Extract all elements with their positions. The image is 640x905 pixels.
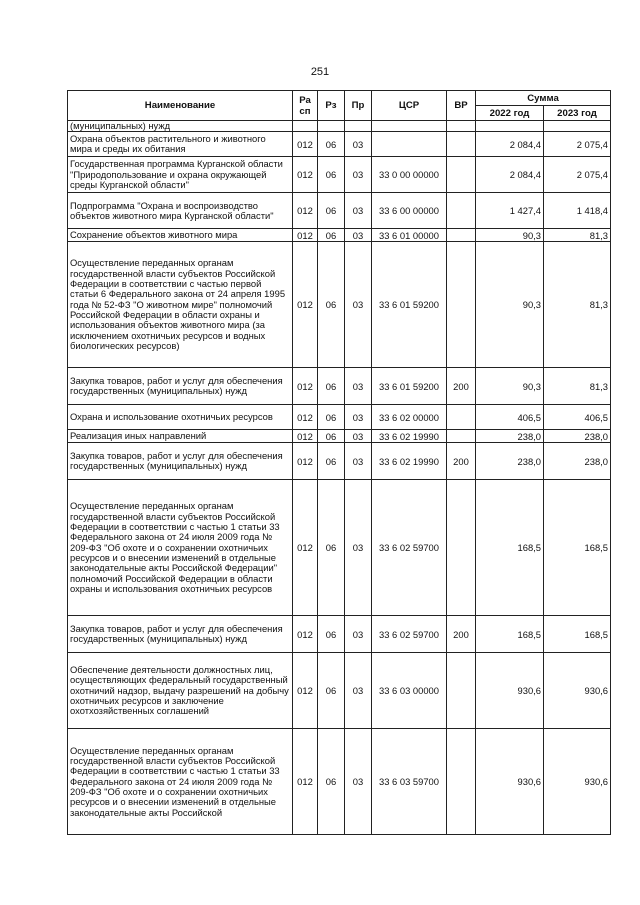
row-rz: 06 <box>318 430 345 443</box>
row-csr <box>372 121 447 132</box>
row-sum-2022: 168,5 <box>476 616 544 653</box>
row-vr <box>447 193 476 229</box>
header-pr: Пр <box>345 91 372 121</box>
row-vr <box>447 229 476 242</box>
row-rz: 06 <box>318 157 345 193</box>
row-csr: 33 6 02 59700 <box>372 616 447 653</box>
row-pr: 03 <box>345 368 372 405</box>
page-number: 251 <box>310 66 330 78</box>
header-csr: ЦСР <box>372 91 447 121</box>
row-pr <box>345 121 372 132</box>
row-rasp: 012 <box>293 653 318 729</box>
row-vr <box>447 480 476 616</box>
row-pr: 03 <box>345 242 372 368</box>
row-name: (муниципальных) нужд <box>68 121 293 132</box>
row-pr: 03 <box>345 616 372 653</box>
row-sum-2023: 2 075,4 <box>544 132 611 157</box>
table-row <box>68 121 611 132</box>
header-year-2023: 2023 год <box>544 106 611 121</box>
row-sum-2022: 238,0 <box>476 430 544 443</box>
row-sum-2022: 1 427,4 <box>476 193 544 229</box>
row-csr: 33 6 02 19990 <box>372 443 447 480</box>
row-pr: 03 <box>345 157 372 193</box>
header-sum: Сумма <box>476 91 611 106</box>
row-name: Осуществление переданных органам государственной власти субъектов Российской Федерации в соответствии с частью 1 статьи 33 Федерального закона от 24 июля 2009 года № 209-ФЗ "Об охоте и о сохранении охотничьих ресурсов и о внесении изменений в отдельные законодательные акты Российской Федерации" полномочий Российской Федерации в области охраны и использования охотничьих ресурсов <box>68 480 293 616</box>
row-sum-2023: 2 075,4 <box>544 157 611 193</box>
row-rz: 06 <box>318 729 345 835</box>
row-sum-2022 <box>476 121 544 132</box>
row-rz: 06 <box>318 653 345 729</box>
row-sum-2023: 81,3 <box>544 242 611 368</box>
row-csr: 33 6 00 00000 <box>372 193 447 229</box>
header-name: Наименование <box>68 91 293 121</box>
row-sum-2022: 168,5 <box>476 480 544 616</box>
row-csr: 33 6 03 00000 <box>372 653 447 729</box>
row-sum-2023: 81,3 <box>544 368 611 405</box>
row-name: Государственная программа Курганской области "Природопользование и охрана окружающей среды Курганской области" <box>68 157 293 193</box>
row-sum-2023: 1 418,4 <box>544 193 611 229</box>
table-row <box>68 430 611 443</box>
row-vr: 200 <box>447 616 476 653</box>
row-name: Сохранение объектов животного мира <box>68 229 293 242</box>
table-row <box>68 132 611 157</box>
table-row <box>68 616 611 653</box>
row-sum-2023: 168,5 <box>544 480 611 616</box>
row-vr <box>447 405 476 430</box>
row-sum-2023: 406,5 <box>544 405 611 430</box>
row-rz: 06 <box>318 443 345 480</box>
row-vr: 200 <box>447 443 476 480</box>
row-rz: 06 <box>318 616 345 653</box>
row-vr <box>447 729 476 835</box>
row-sum-2022: 90,3 <box>476 229 544 242</box>
row-pr: 03 <box>345 480 372 616</box>
row-pr: 03 <box>345 405 372 430</box>
row-csr: 33 6 02 19990 <box>372 430 447 443</box>
row-name: Реализация иных направлений <box>68 430 293 443</box>
row-sum-2023: 930,6 <box>544 729 611 835</box>
row-sum-2023 <box>544 121 611 132</box>
row-rasp: 012 <box>293 229 318 242</box>
row-rasp: 012 <box>293 443 318 480</box>
row-csr: 33 6 01 00000 <box>372 229 447 242</box>
row-csr: 33 6 03 59700 <box>372 729 447 835</box>
table-row <box>68 229 611 242</box>
row-rasp: 012 <box>293 132 318 157</box>
row-rasp <box>293 121 318 132</box>
table-row <box>68 480 611 616</box>
row-rasp: 012 <box>293 368 318 405</box>
row-sum-2022: 406,5 <box>476 405 544 430</box>
table-row <box>68 368 611 405</box>
row-pr: 03 <box>345 430 372 443</box>
row-csr: 33 6 01 59200 <box>372 242 447 368</box>
row-rz: 06 <box>318 229 345 242</box>
row-rz: 06 <box>318 193 345 229</box>
row-rz: 06 <box>318 132 345 157</box>
row-vr <box>447 242 476 368</box>
row-rz: 06 <box>318 368 345 405</box>
row-vr <box>447 157 476 193</box>
row-csr: 33 6 02 59700 <box>372 480 447 616</box>
row-rasp: 012 <box>293 430 318 443</box>
header-vr: ВР <box>447 91 476 121</box>
row-name: Осуществление переданных органам государственной власти субъектов Российской Федерации в соответствии с частью первой статьи 6 Федерального закона от 24 апреля 1995 года № 52-ФЗ "О животном мире" полномочий Российской Федерации в области охраны и использования объектов животного мира (за исключением охотничьих ресурсов и водных биологических ресурсов) <box>68 242 293 368</box>
row-name: Закупка товаров, работ и услуг для обеспечения государственных (муниципальных) нужд <box>68 616 293 653</box>
row-rz: 06 <box>318 480 345 616</box>
row-sum-2022: 238,0 <box>476 443 544 480</box>
row-vr: 200 <box>447 368 476 405</box>
row-name: Осуществление переданных органам государственной власти субъектов Российской Федерации в соответствии с частью 1 статьи 33 Федерального закона от 24 июля 2009 года № 209-ФЗ "Об охоте и о сохранении охотничьих ресурсов и о внесении изменений в отдельные законодательные акты Российской <box>68 729 293 835</box>
row-sum-2023: 930,6 <box>544 653 611 729</box>
row-pr: 03 <box>345 229 372 242</box>
row-name: Охрана и использование охотничьих ресурсов <box>68 405 293 430</box>
row-rasp: 012 <box>293 193 318 229</box>
row-csr: 33 6 02 00000 <box>372 405 447 430</box>
row-vr <box>447 121 476 132</box>
row-sum-2023: 238,0 <box>544 430 611 443</box>
row-name: Закупка товаров, работ и услуг для обеспечения государственных (муниципальных) нужд <box>68 443 293 480</box>
row-sum-2022: 930,6 <box>476 653 544 729</box>
row-rasp: 012 <box>293 616 318 653</box>
row-vr <box>447 653 476 729</box>
table-row <box>68 157 611 193</box>
row-name: Закупка товаров, работ и услуг для обеспечения государственных (муниципальных) нужд <box>68 368 293 405</box>
table-row <box>68 729 611 835</box>
row-rz <box>318 121 345 132</box>
row-name: Охрана объектов растительного и животного мира и среды их обитания <box>68 132 293 157</box>
row-vr <box>447 430 476 443</box>
table-row <box>68 653 611 729</box>
table-row <box>68 193 611 229</box>
row-pr: 03 <box>345 193 372 229</box>
row-rasp: 012 <box>293 405 318 430</box>
row-sum-2023: 238,0 <box>544 443 611 480</box>
row-name: Обеспечение деятельности должностных лиц, осуществляющих федеральный государственный охотничий надзор, выдачу разрешений на добычу охотничьих ресурсов и заключение охотхозяйственных соглашений <box>68 653 293 729</box>
table-row <box>68 443 611 480</box>
row-rasp: 012 <box>293 729 318 835</box>
header-rasp: Ра сп <box>293 91 318 121</box>
row-sum-2022: 90,3 <box>476 242 544 368</box>
row-sum-2023: 81,3 <box>544 229 611 242</box>
row-pr: 03 <box>345 653 372 729</box>
row-csr: 33 6 01 59200 <box>372 368 447 405</box>
row-sum-2023: 168,5 <box>544 616 611 653</box>
table-row <box>68 405 611 430</box>
row-sum-2022: 2 084,4 <box>476 132 544 157</box>
row-sum-2022: 90,3 <box>476 368 544 405</box>
row-pr: 03 <box>345 443 372 480</box>
header-year-2022: 2022 год <box>476 106 544 121</box>
row-sum-2022: 930,6 <box>476 729 544 835</box>
budget-table <box>67 90 611 835</box>
row-name: Подпрограмма "Охрана и воспроизводство объектов животного мира Курганской области" <box>68 193 293 229</box>
row-csr <box>372 132 447 157</box>
row-rasp: 012 <box>293 480 318 616</box>
header-rz: Рз <box>318 91 345 121</box>
row-rz: 06 <box>318 405 345 430</box>
row-rasp: 012 <box>293 157 318 193</box>
row-rasp: 012 <box>293 242 318 368</box>
row-sum-2022: 2 084,4 <box>476 157 544 193</box>
table-row <box>68 242 611 368</box>
row-csr: 33 0 00 00000 <box>372 157 447 193</box>
row-vr <box>447 132 476 157</box>
row-pr: 03 <box>345 132 372 157</box>
row-rz: 06 <box>318 242 345 368</box>
row-pr: 03 <box>345 729 372 835</box>
